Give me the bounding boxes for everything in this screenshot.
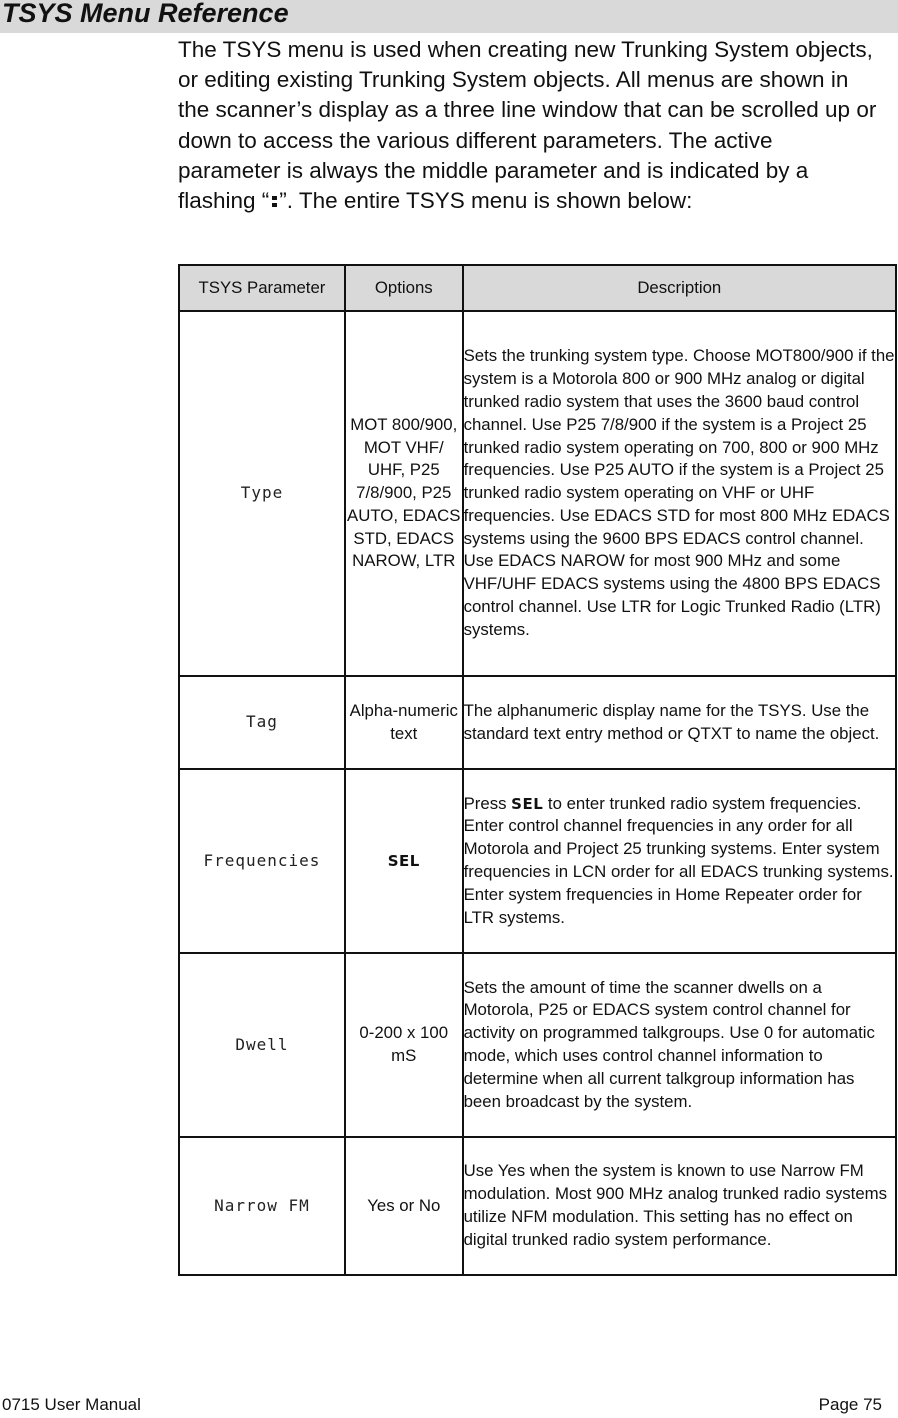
header-description: Description xyxy=(463,265,896,311)
table-row xyxy=(179,676,896,769)
param-frequencies: Frequencies xyxy=(179,769,345,953)
intro-paragraph xyxy=(178,35,878,216)
param-type: Type xyxy=(179,311,345,676)
description-tag: The alphanumeric display name for the TSYS. Use the standard text entry method or QTXT to name the object. xyxy=(463,676,896,769)
options-tag: Alpha-numeric text xyxy=(345,676,463,769)
table-row xyxy=(179,1137,896,1275)
options-narrow-fm: Yes or No xyxy=(345,1137,463,1275)
header-param: TSYS Parameter xyxy=(179,265,345,311)
options-dwell: 0-200 x 100 mS xyxy=(345,953,463,1137)
description-narrow-fm: Use Yes when the system is known to use Narrow FM modulation. Most 900 MHz analog trunked radio systems utilize NFM modulation. This setting has no effect on digital trunked radio system performance. xyxy=(463,1137,896,1275)
table-row xyxy=(179,953,896,1137)
footer-manual-name: 0715 User Manual xyxy=(2,1395,141,1414)
description-type: Sets the trunking system type. Choose MOT800/900 if the system is a Motorola 800 or 900 MHz analog or digital trunked radio system that uses the 3600 baud control channel. Use P25 7/8/900 if the system is a Project 25 trunked radio system operating on 700, 800 or 900 MHz frequencies. Use P25 AUTO if the system is a Project 25 trunked radio system operating on VHF or UHF frequencies. Use EDACS STD for most 800 MHz EDACS systems using the 9600 BPS EDACS control channel. Use EDACS NAROW for most 900 MHz and some VHF/UHF EDACS systems using the 4800 BPS EDACS control channel. Use LTR for Logic Trunked Radio (LTR) systems. xyxy=(463,311,896,676)
options-type: MOT 800/900, MOT VHF/ UHF, P25 7/8/900, P25 AUTO, EDACS STD, EDACS NAROW, LTR xyxy=(345,311,463,676)
table-row xyxy=(179,311,896,676)
intro-text-after: ”. The entire TSYS menu is shown below: xyxy=(279,188,693,214)
param-tag: Tag xyxy=(179,676,345,769)
title-bar xyxy=(0,0,898,33)
intro-text-before: The TSYS menu is used when creating new Trunking System objects, or editing existing Trunking System objects. All menus are shown in the scanner’s display as a three line window that can be scrolled up or down to access the various different parameters. The active parameter is always the middle parameter and is indicated by a flashing “ xyxy=(178,37,877,214)
footer-page-number: Page 75 xyxy=(818,1395,882,1414)
flashing-cursor-icon xyxy=(270,195,278,209)
description-frequencies-text: to enter trunked radio system frequencies. Enter control channel frequencies in any order for all Motorola and Project 25 trunking systems. Enter system frequencies in LCN order for all EDACS trunking systems. Enter system frequencies in Home Repeater order for LTR systems. xyxy=(463,793,894,927)
page-title: TSYS Menu Reference xyxy=(2,0,289,28)
description-frequencies xyxy=(463,769,896,953)
param-narrow-fm: Narrow FM xyxy=(179,1137,345,1275)
param-dwell: Dwell xyxy=(179,953,345,1137)
table-header-row xyxy=(179,265,896,311)
description-dwell: Sets the amount of time the scanner dwells on a Motorola, P25 or EDACS system control channel for activity on programmed talkgroups. Use 0 for automatic mode, which uses control channel information to determine when all current talkgroup information has been broadcast by the system. xyxy=(463,953,896,1137)
options-frequencies: SEL xyxy=(345,769,463,953)
header-options: Options xyxy=(345,265,463,311)
sel-key-label: SEL xyxy=(511,794,544,813)
table-row xyxy=(179,769,896,953)
description-frequencies-prefix: Press xyxy=(463,793,512,813)
tsys-menu-table xyxy=(178,264,897,1276)
